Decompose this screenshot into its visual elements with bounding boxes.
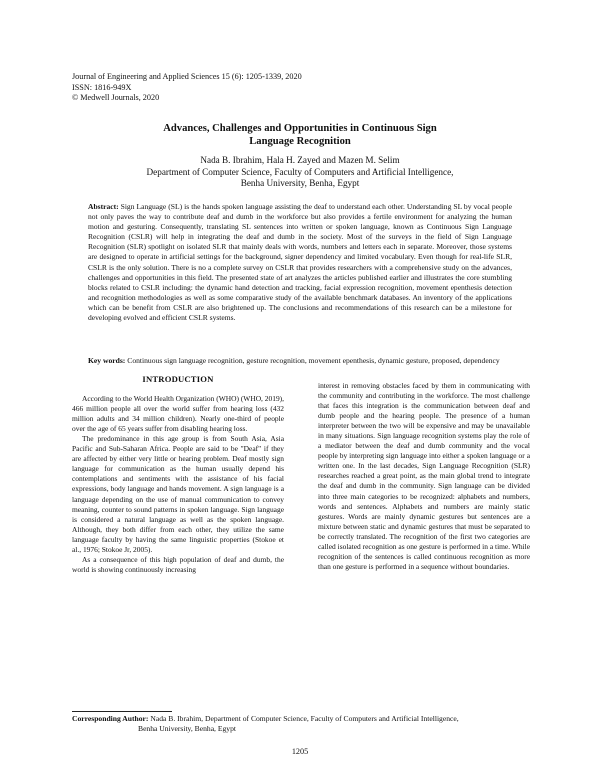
corresponding-author-label: Corresponding Author: xyxy=(72,714,149,723)
abstract-label: Abstract: xyxy=(88,202,119,211)
abstract-text: Sign Language (SL) is the hands spoken language assisting the deaf to understand each other. Understanding SL by vocal people not only paves the way to contribute deaf and dumb in the workforce but also provides a fertile environment for analyzing the human motion and gesturing. Consequently, translating SL sentences into written or spoken language, known as Continuous Sign Language Recognition (CSLR) will help in integrating the deaf and dumb in the society. Most of the surveys in the field of Sign Language Recognition (SLR) spotlight on isolated SLR that mainly deals with words, numbers and letters each in separate. Moreover, those systems are designed to operate in artificial settings for the background, signer dependency and limited vocabulary. Even though for real-life SLR, CSLR is the only solution. There is no a complete survey on CSLR that provides researchers with a comprehensive study on the advances, challenges and opportunities in this field. The presented state of art analyzes the articles published earlier and illustrates the core stumbling blocks related to CSLR including: the dynamic hand detection and tracking, facial expression recognition, movement epenthesis detection and recognition methodologies as well as some comparative study of the available benchmark databases. An inventory of the applications which can be benefit from CSLR are also brightened up. The conclusions and recommendations of this research can be a milestone for developing evolved and efficient CSLR systems. xyxy=(88,202,512,323)
journal-citation: Journal of Engineering and Applied Sciences 15 (6): 1205-1339, 2020 xyxy=(72,72,302,81)
journal-header xyxy=(72,72,532,104)
author-university: Benha University, Benha, Egypt xyxy=(240,178,360,188)
page-number: 1205 xyxy=(291,747,309,756)
footnote-rule xyxy=(72,711,172,712)
paper-title-line2: Language Recognition xyxy=(249,136,351,147)
abstract xyxy=(88,202,512,323)
paper-title-line1: Advances, Challenges and Opportunities in Continuous Sign xyxy=(163,123,437,134)
right-column xyxy=(318,381,530,572)
keywords-text: Continuous sign language recognition, gesture recognition, movement epenthesis, dynamic gesture, proposed, dependency xyxy=(127,356,500,365)
intro-paragraph-4: interest in removing obstacles faced by them in communicating with the community and contributing in the workforce. The most challenge that faces this integration is the communication between deaf and dumb people and the hearing people. The presence of a human interpreter between the two will be expensive and may be unavailable in many situations. Sign language recognition systems play the role of a mediator between the deaf and dumb community and the vocal people by interpreting sign language into either a spoken language or a written one. In the last decades, Sign Language Recognition (SLR) researches reached a great point, as the main global trend to integrate the deaf and dumb in the community. Sign language can be divided into three main categories to be recognized: alphabets and numbers, words and sentences. Alphabets and numbers are mainly static gestures. Words are mainly dynamic gestures but sentences are a mixture between static and dynamic gestures that must be separated to be correctly translated. The recognition of the first two categories are called isolated recognition as one gesture is performed in a time. While recognition of the sentences is called continuous recognition as more than one gesture is performed in a sequence without boundaries. xyxy=(318,381,530,571)
journal-copyright: © Medwell Journals, 2020 xyxy=(72,93,160,102)
journal-issn: ISSN: 1816-949X xyxy=(72,82,132,92)
paper-title xyxy=(110,122,490,148)
section-heading-introduction: INTRODUCTION xyxy=(142,374,214,384)
corresponding-author-address: Benha University, Benha, Egypt xyxy=(138,724,236,733)
keywords xyxy=(88,356,512,366)
author-department: Department of Computer Science, Faculty of Computers and Artificial Intelligence, xyxy=(146,166,454,177)
corresponding-author-footnote xyxy=(72,714,532,734)
corresponding-author-text: Nada B. Ibrahim, Department of Computer Science, Faculty of Computers and Artificial Intelligence, xyxy=(150,714,459,723)
left-column xyxy=(72,374,284,575)
intro-paragraph-1: According to the World Health Organization (WHO) (WHO, 2019), 466 million people all over the world suffer from hearing loss (432 million adults and 34 million children). Nearly one-third of people over the age of 65 years suffer from disabling hearing loss. xyxy=(72,394,284,434)
author-names: Nada B. Ibrahim, Hala H. Zayed and Mazen M. Selim xyxy=(200,155,400,165)
keywords-label: Key words: xyxy=(88,356,126,365)
author-block xyxy=(110,155,490,190)
intro-paragraph-2: The predominance in this age group is from South Asia, Asia Pacific and Sub-Saharan Africa. People are said to be "Deaf" if they are affected by either very little or hearing problem. Deaf mostly sign language for communication as the human usually depend his contemplations and sentiments with the assistance of his facial expressions, body language and hands movement. A sign language is a language depending on the use of manual communication to convey meaning, counter to sound patterns in spoken language. Sign language is considered a natural language as well as the spoken language. Although, they both differ from each other, they utilize the same language faculty by having the same linguistic properties (Stokoe et al., 1976; Stokoe Jr, 2005). xyxy=(72,434,284,554)
intro-paragraph-3: As a consequence of this high population of deaf and dumb, the world is showing continuously increasing xyxy=(72,554,284,574)
